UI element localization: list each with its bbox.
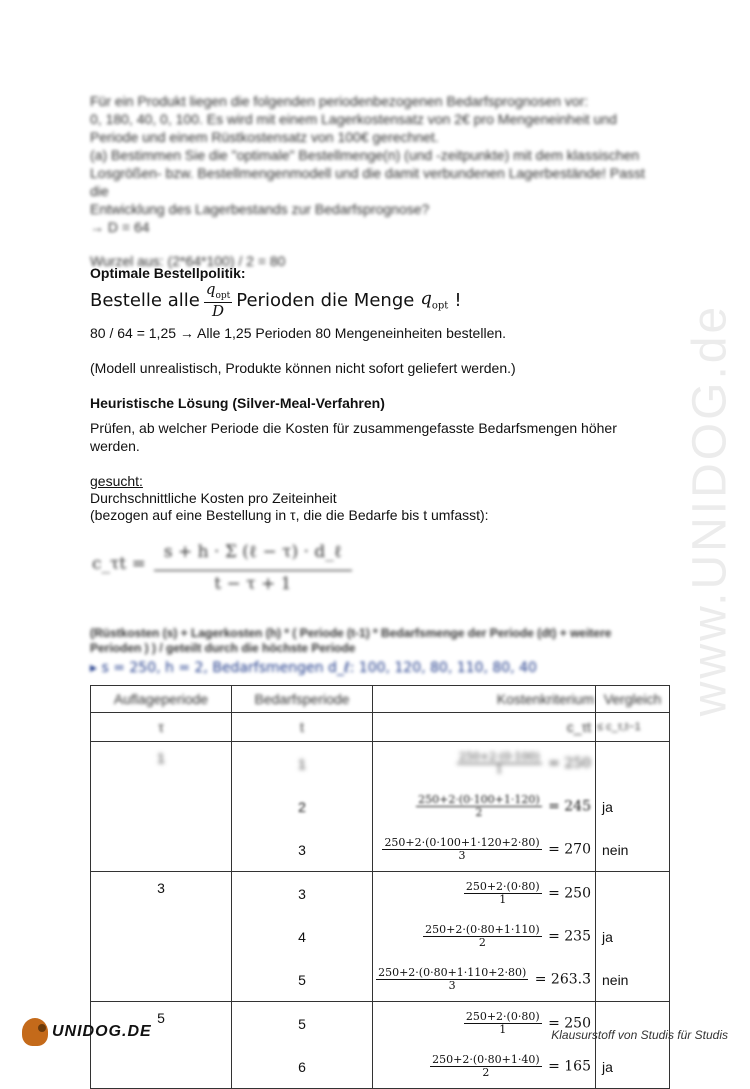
heuristic-line: Prüfen, ab welcher Periode die Kosten für zusammengefasste Bedarfsmengen höher (90, 420, 617, 436)
intro-line: Entwicklung des Lagerbestands zur Bedarfsprognose? (90, 201, 430, 217)
cell-compare: nein (596, 958, 670, 1002)
cell-compare: nein (596, 828, 670, 872)
table-row (91, 828, 670, 872)
subheader-tau: τ (91, 713, 232, 742)
cell-tau (91, 1045, 232, 1089)
unidog-logo (22, 1018, 152, 1046)
intro-line: → D = 64 (90, 219, 150, 235)
subheader-cmp: ≤ c_τ,t−1 (596, 713, 670, 742)
formula-q: $q_{opt}$ (420, 288, 449, 312)
subheader-t: t (232, 713, 373, 742)
cell-cost: $\frac{250+2\cdot(0\cdot 80)}{1}$ = 250 (373, 1002, 596, 1046)
formula-explanation: (Rüstkosten (s) + Lagerkosten (h) * ( Periode (t-1) * Bedarfsmenge der Periode (dt) + weitere Perioden ) ) / geteilt durch die höchste Periode (90, 626, 612, 655)
cell-t: 6 (232, 1045, 373, 1089)
header-vergleich: Vergleich (596, 686, 670, 713)
table-subheader-row (91, 713, 670, 742)
cell-tau (91, 785, 232, 828)
reference-label: (bezogen auf eine Bestellung in τ, die die Bedarfe bis t umfasst): (90, 507, 489, 523)
sought-label: gesucht: (90, 473, 143, 489)
table-row (91, 958, 670, 1002)
intro-line: 0, 180, 40, 0, 100. Es wird mit einem Lagerkostensatz von 2€ pro Mengeneinheit und (90, 111, 617, 127)
cell-t: 4 (232, 915, 373, 958)
fraction-qopt-d: $\frac{q_{opt}}{D}$ (205, 280, 231, 320)
header-auflage: Auflageperiode (91, 686, 232, 713)
cell-compare (596, 742, 670, 786)
optimal-note: (Modell unrealistisch, Produkte können nicht sofort geliefert werden.) (90, 360, 516, 376)
cell-t: 2 (232, 785, 373, 828)
table-header-row (91, 686, 670, 713)
cell-cost: $\frac{250+2\cdot(0\cdot 100)}{1}$ = 250 (373, 742, 596, 786)
cell-cost: $\frac{250+2\cdot(0\cdot 100+1\cdot 120)}{2}$ = 245 (373, 785, 596, 828)
table-row (91, 1045, 670, 1089)
cell-tau: 5 (91, 1002, 232, 1046)
cell-compare: ja (596, 1045, 670, 1089)
logo-text: UNIDOG.DE (52, 1023, 152, 1040)
cell-cost: $\frac{250+2\cdot(0\cdot 80)}{1}$ = 250 (373, 872, 596, 916)
optimal-heading: Optimale Bestellpolitik: (90, 265, 246, 281)
heuristic-heading: Heuristische Lösung (Silver-Meal-Verfahren) (90, 395, 385, 411)
cell-cost: $\frac{250+2\cdot(0\cdot 80+1\cdot 40)}{2}$ = 165 (373, 1045, 596, 1089)
cell-compare: ja (596, 785, 670, 828)
cell-compare (596, 872, 670, 916)
optimal-calc: 80 / 64 = 1,25 → Alle 1,25 Perioden 80 Mengeneinheiten bestellen. (90, 325, 507, 341)
subheader-c: c_τt (373, 713, 596, 742)
intro-line: Wurzel aus: (2*64*100) / 2 = 80 (90, 253, 286, 269)
intro-line: Losgrößen- bzw. Bestellmengenmodell und die damit verbundenen Lagerbestände! Passt die (90, 165, 645, 199)
table-row (91, 742, 670, 786)
table-row (91, 915, 670, 958)
table-row (91, 872, 670, 916)
intro-line: (a) Bestimmen Sie die "optimale" Bestellmenge(n) (und -zeitpunkte) mit dem klassischen (90, 147, 640, 163)
avg-cost-label: Durchschnittliche Kosten pro Zeiteinheit (90, 490, 337, 506)
formula-prefix: Bestelle alle (90, 289, 200, 311)
cell-tau: 1 (91, 742, 232, 786)
optimal-formula: Bestelle alle $\frac{q_{opt}}{D}$ Perioden die Menge $q_{opt}$ ! (90, 280, 462, 320)
cell-cost: $\frac{250+2\cdot(0\cdot 80+1\cdot 110+2\cdot 80)}{3}$ = 263.3̄ (373, 958, 596, 1002)
heuristic-line: werden. (90, 438, 140, 454)
cell-tau (91, 828, 232, 872)
header-bedarf: Bedarfsperiode (232, 686, 373, 713)
parameters-line: ▸ s = 250, h = 2, Bedarfsmengen d_ℓ: 100, 120, 80, 110, 80, 40 (90, 660, 537, 676)
cost-formula: c_τt = $\frac{\text{s + h · Σ (ℓ − τ) · d\_ℓ}}{t - \tau + 1}$ (92, 535, 354, 593)
cell-cost: $\frac{250+2\cdot(0\cdot 100+1\cdot 120+2\cdot 80)}{3}$ = 270 (373, 828, 596, 872)
intro-line: Periode und einem Rüstkostensatz von 100€ gerechnet. (90, 129, 439, 145)
cell-tau (91, 915, 232, 958)
cell-cost: $\frac{250+2\cdot(0\cdot 80+1\cdot 110)}{2}$ = 235 (373, 915, 596, 958)
cell-t: 5 (232, 1002, 373, 1046)
table-row (91, 785, 670, 828)
formula-mid: Perioden die Menge (236, 289, 415, 311)
cell-tau: 3 (91, 872, 232, 916)
cell-t: 3 (232, 828, 373, 872)
watermark: www.UNIDOG.de (683, 303, 737, 717)
cell-t: 3 (232, 872, 373, 916)
dog-icon (22, 1018, 48, 1046)
cell-tau (91, 958, 232, 1002)
intro-block (90, 92, 650, 270)
heuristic-text (90, 419, 670, 455)
cell-t: 1 (232, 742, 373, 786)
footer-tagline: Klausurstoff von Studis für Studis (551, 1028, 728, 1042)
cell-t: 5 (232, 958, 373, 1002)
intro-line: Für ein Produkt liegen die folgenden periodenbezogenen Bedarfsprognosen vor: (90, 93, 589, 109)
cell-compare: ja (596, 915, 670, 958)
header-kosten: Kostenkriterium (373, 686, 596, 713)
